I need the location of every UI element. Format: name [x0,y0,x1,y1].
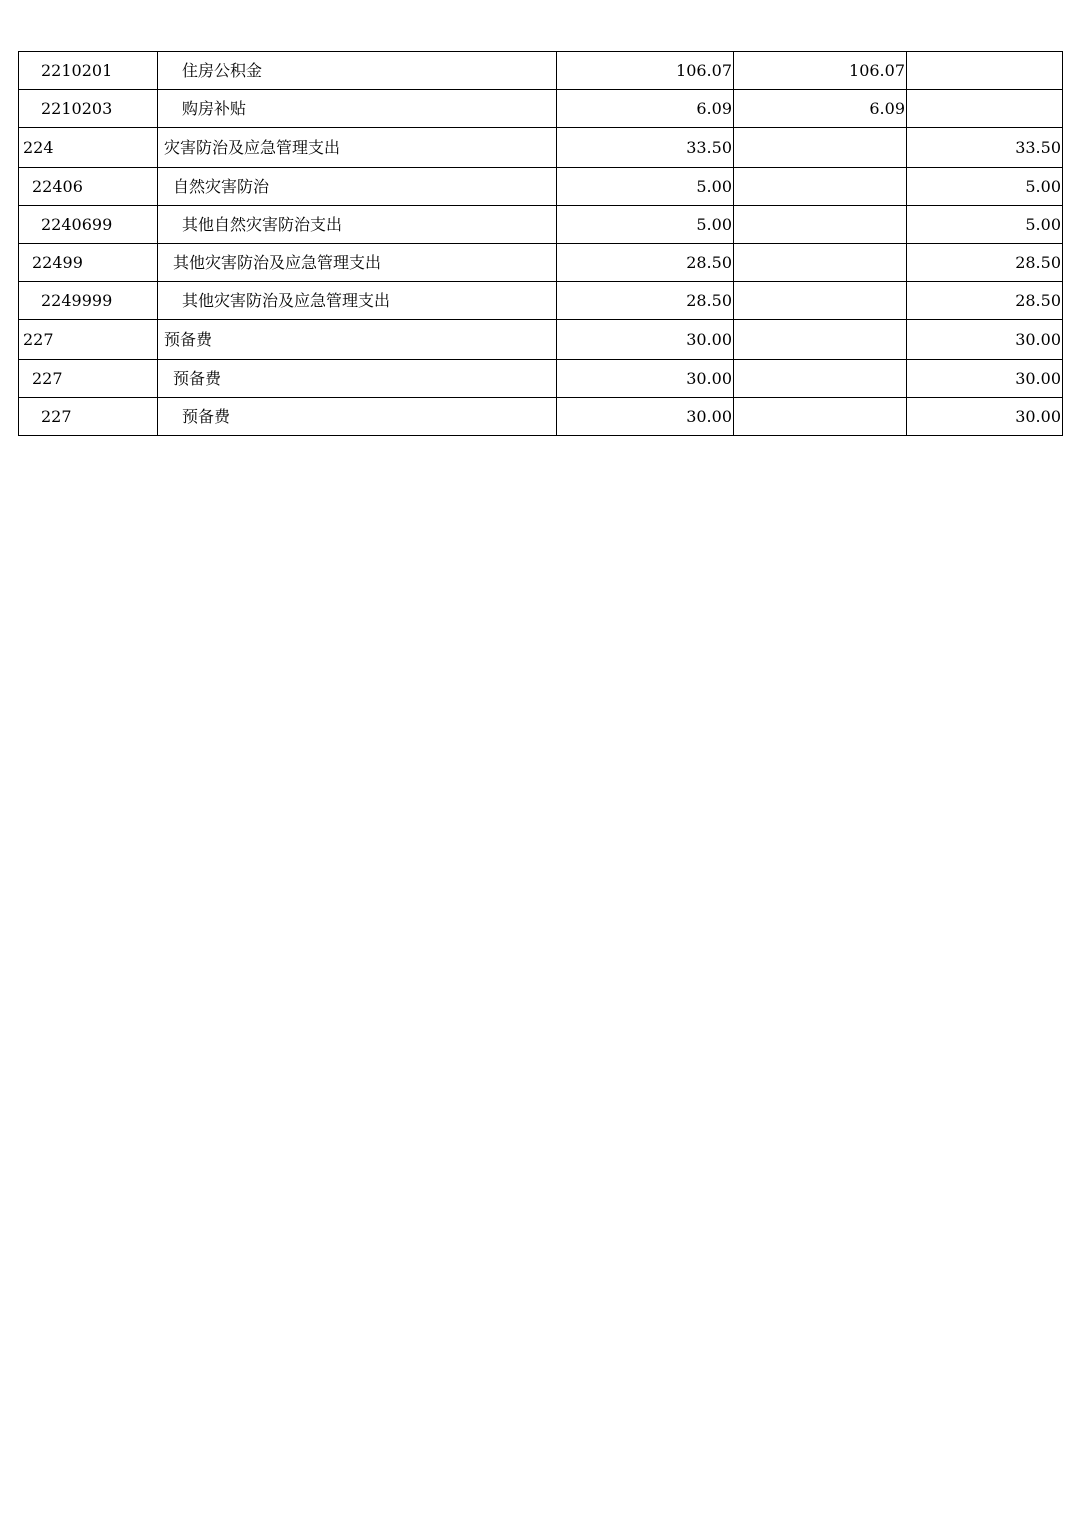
basic-amount-cell [734,168,907,206]
basic-amount-cell [734,320,907,360]
account-code-cell: 224 [19,128,158,168]
table-row [19,244,1063,282]
total-amount-cell: 33.50 [557,128,734,168]
table-row [19,320,1063,360]
account-code-cell: 22499 [19,244,158,282]
table-row [19,90,1063,128]
account-name-cell: 灾害防治及应急管理支出 [158,128,557,168]
account-name-cell: 其他自然灾害防治支出 [158,206,557,244]
table-row [19,360,1063,398]
account-code-cell: 2240699 [19,206,158,244]
account-name-cell: 预备费 [158,398,557,436]
project-amount-cell [907,90,1063,128]
total-amount-cell: 28.50 [557,282,734,320]
budget-table [18,51,1063,436]
basic-amount-cell [734,360,907,398]
account-name-cell: 自然灾害防治 [158,168,557,206]
budget-table-body [19,52,1063,436]
basic-amount-cell: 6.09 [734,90,907,128]
table-row [19,128,1063,168]
basic-amount-cell [734,128,907,168]
total-amount-cell: 30.00 [557,320,734,360]
project-amount-cell: 28.50 [907,244,1063,282]
account-name-cell: 其他灾害防治及应急管理支出 [158,282,557,320]
account-code-cell: 227 [19,360,158,398]
basic-amount-cell [734,206,907,244]
basic-amount-cell: 106.07 [734,52,907,90]
basic-amount-cell [734,398,907,436]
table-row [19,52,1063,90]
table-row [19,282,1063,320]
account-code-cell: 2249999 [19,282,158,320]
project-amount-cell: 28.50 [907,282,1063,320]
project-amount-cell: 30.00 [907,320,1063,360]
project-amount-cell [907,52,1063,90]
basic-amount-cell [734,282,907,320]
account-name-cell: 预备费 [158,360,557,398]
table-row [19,206,1063,244]
total-amount-cell: 5.00 [557,206,734,244]
account-name-cell: 住房公积金 [158,52,557,90]
account-code-cell: 2210203 [19,90,158,128]
project-amount-cell: 30.00 [907,398,1063,436]
account-code-cell: 227 [19,398,158,436]
account-name-cell: 预备费 [158,320,557,360]
account-name-cell: 购房补贴 [158,90,557,128]
project-amount-cell: 5.00 [907,168,1063,206]
account-name-cell: 其他灾害防治及应急管理支出 [158,244,557,282]
account-code-cell: 2210201 [19,52,158,90]
total-amount-cell: 6.09 [557,90,734,128]
total-amount-cell: 28.50 [557,244,734,282]
total-amount-cell: 5.00 [557,168,734,206]
account-code-cell: 22406 [19,168,158,206]
project-amount-cell: 5.00 [907,206,1063,244]
project-amount-cell: 33.50 [907,128,1063,168]
account-code-cell: 227 [19,320,158,360]
total-amount-cell: 30.00 [557,398,734,436]
total-amount-cell: 30.00 [557,360,734,398]
total-amount-cell: 106.07 [557,52,734,90]
table-row [19,168,1063,206]
basic-amount-cell [734,244,907,282]
table-row [19,398,1063,436]
project-amount-cell: 30.00 [907,360,1063,398]
